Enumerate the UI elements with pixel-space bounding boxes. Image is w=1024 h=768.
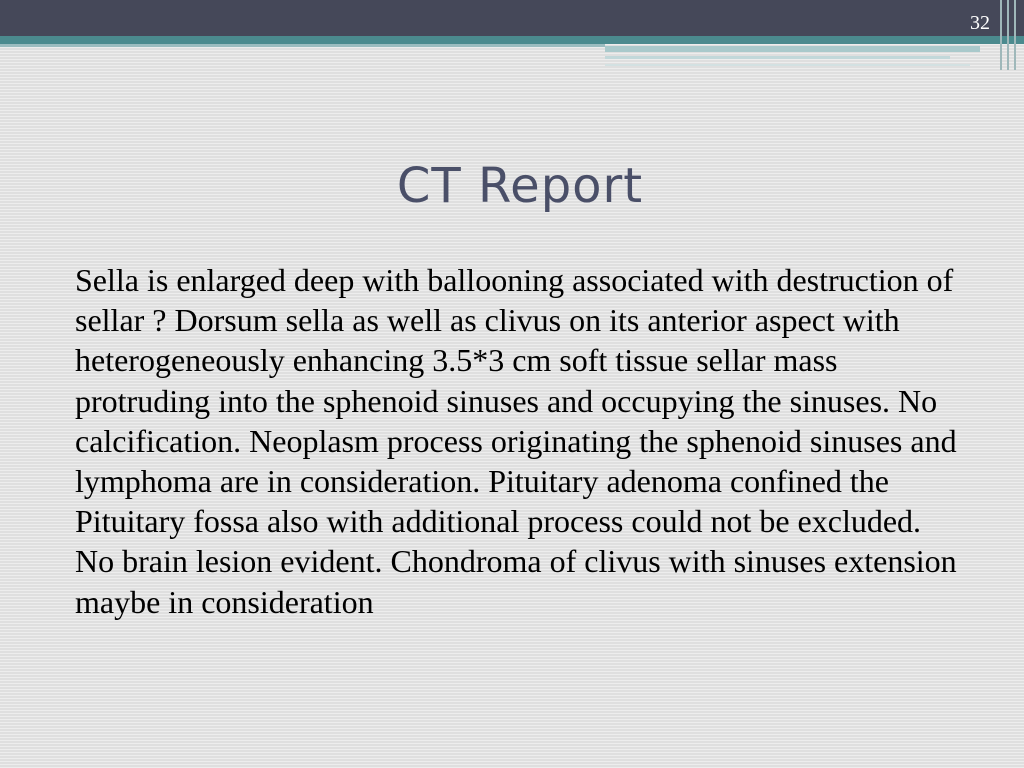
header-bar — [0, 0, 1024, 36]
decor-bar — [605, 56, 950, 59]
decor-bar — [605, 46, 980, 52]
slide-number: 32 — [970, 12, 990, 34]
slide-title: CT Report — [396, 158, 644, 214]
decor-vertical-line — [1000, 0, 1002, 70]
decor-bar — [605, 64, 970, 66]
slide-body-text: Sella is enlarged deep with ballooning associated with destruction of sellar ? Dorsum sella as well as clivus on its anterior aspect with heterogeneously enhancing 3.5*3 cm soft tissue sellar mass protruding into the sphenoid sinuses and occupying the sinuses. No calcification. Neoplasm process originating the sphenoid sinuses and lymphoma are in consideration. Pituitary adenoma confined the Pituitary fossa also with additional process could not be excluded. No brain lesion evident. Chondroma of clivus with sinuses extension maybe in consideration — [75, 262, 957, 620]
decor-vertical-line — [1014, 0, 1016, 70]
decor-vertical-line — [1007, 0, 1009, 70]
accent-stripe-thin — [0, 44, 605, 47]
accent-stripe — [0, 36, 1024, 44]
